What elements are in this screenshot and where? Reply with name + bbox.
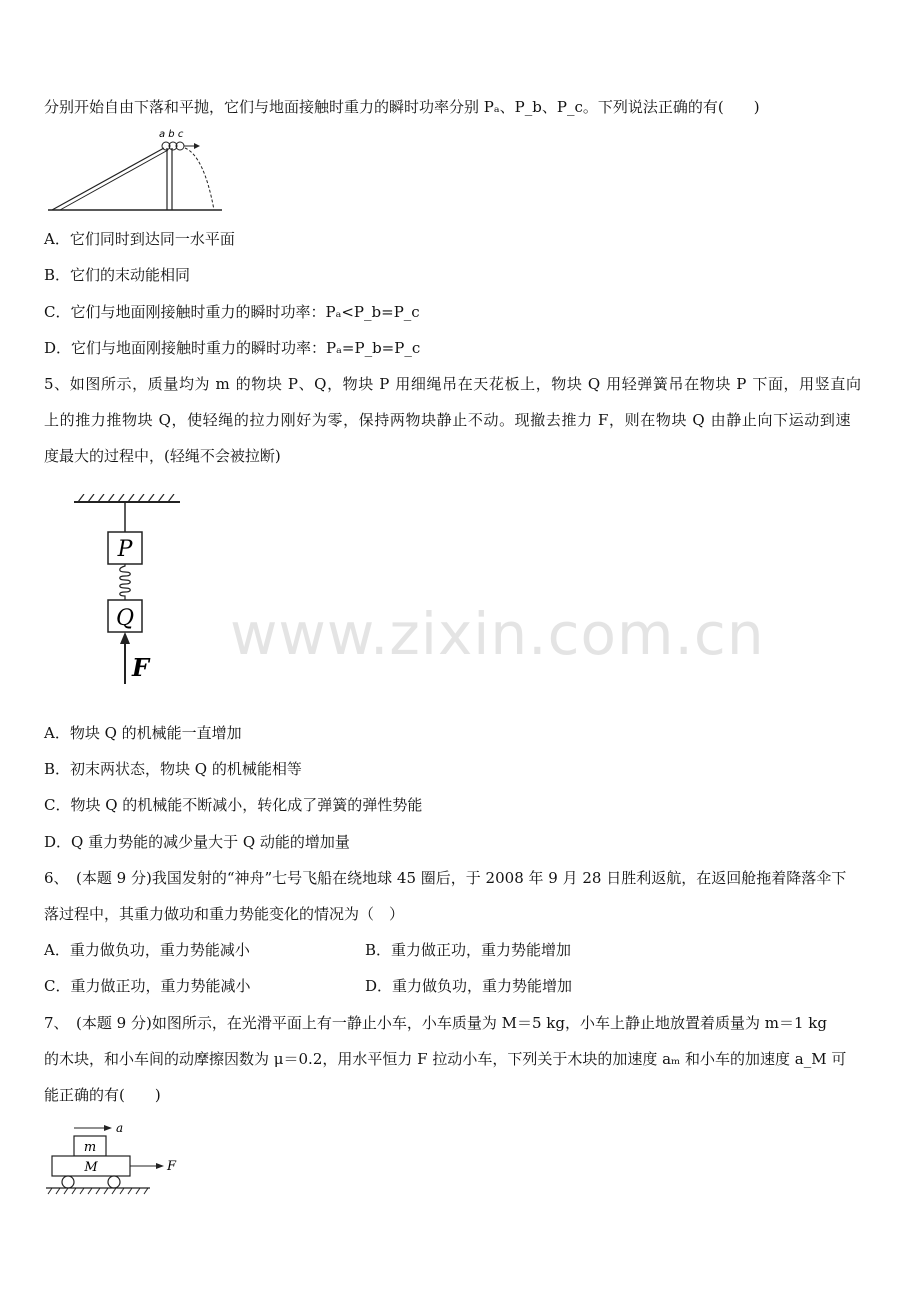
q6-option-c: C．重力做正功，重力势能减小 — [44, 977, 251, 995]
q5-block-q-label: Q — [115, 606, 135, 631]
q6-stem-line-2: 落过程中，其重力做功和重力势能变化的情况为（ ） — [44, 905, 405, 923]
q7-stem-line-2: 的木块，和小车间的动摩擦因数为 μ＝0.2，用水平恒力 F 拉动小车，下列关于木块的加速度 aₘ 和小车的加速度 a_M 可 — [44, 1050, 847, 1068]
watermark: www.zixin.com.cn — [230, 600, 765, 668]
q4-option-a: A．它们同时到达同一水平面 — [44, 230, 235, 248]
q6-option-b: B．重力做正功，重力势能增加 — [365, 941, 572, 959]
q4-option-c: C．它们与地面刚接触时重力的瞬时功率：Pₐ<P_b=P_c — [44, 303, 420, 321]
q5-force-f-label: F — [132, 653, 150, 682]
q5-stem-line-2: 上的推力推物块 Q，使轻绳的拉力刚好为零，保持两物块静止不动。现撤去推力 F，则在物块 Q 由静止向下运动到速 — [44, 411, 852, 429]
q6-option-a: A．重力做负功，重力势能减小 — [44, 941, 250, 959]
q5-stem-line-1: 5、如图所示，质量均为 m 的物块 P、Q，物块 P 用细绳吊在天花板上，物块 Q 用轻弹簧吊在物块 P 下面，用竖直向 — [44, 375, 862, 393]
q5-option-d: D．Q 重力势能的减少量大于 Q 动能的增加量 — [44, 833, 350, 851]
q4-incline-figure — [44, 126, 234, 216]
q6-option-d: D．重力做负功，重力势能增加 — [365, 977, 573, 995]
q7-force-F-label: F — [167, 1159, 177, 1174]
q4-stem: 分别开始自由下落和平抛，它们与地面接触时重力的瞬时功率分别 Pₐ、P_b、P_c。下列说法正确的有( ) — [44, 98, 760, 116]
q7-block-m-label: m — [83, 1140, 97, 1155]
q5-stem-line-3: 度最大的过程中，(轻绳不会被拉断) — [44, 447, 281, 465]
q5-option-c: C．物块 Q 的机械能不断减小，转化成了弹簧的弹性势能 — [44, 796, 423, 814]
q4-option-d: D．它们与地面刚接触时重力的瞬时功率：Pₐ=P_b=P_c — [44, 339, 421, 357]
q7-stem-line-3: 能正确的有( ) — [44, 1086, 161, 1104]
q5-option-b: B．初末两状态，物块 Q 的机械能相等 — [44, 760, 302, 778]
q6-stem-line-1: 6、 (本题 9 分)我国发射的“神舟”七号飞船在绕地球 45 圈后，于 2008 年 9 月 28 日胜利返航，在返回舱拖着降落伞下 — [44, 869, 847, 887]
q7-cart-M-label: M — [84, 1160, 98, 1175]
q7-accel-label: a — [116, 1121, 124, 1135]
q7-cart-figure — [46, 1118, 186, 1198]
q5-block-p-label: P — [117, 537, 133, 562]
q5-spring-figure — [70, 494, 190, 690]
q4-figure-labels: a b c — [159, 129, 184, 140]
q7-stem-line-1: 7、 (本题 9 分)如图所示，在光滑平面上有一静止小车，小车质量为 M＝5 kg，小车上静止地放置着质量为 m＝1 kg — [44, 1014, 827, 1032]
q5-option-a: A．物块 Q 的机械能一直增加 — [44, 724, 242, 742]
q4-option-b: B．它们的末动能相同 — [44, 266, 191, 284]
